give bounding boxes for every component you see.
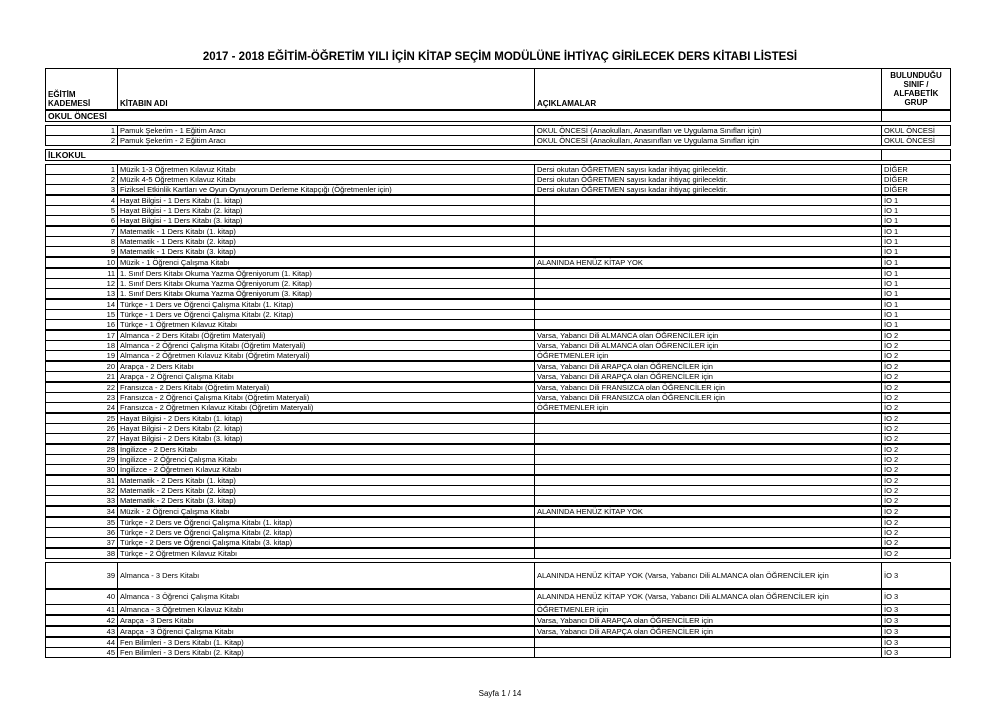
table-row [45, 257, 951, 268]
row-note: Varsa, Yabancı Dili ARAPÇA olan ÖĞRENCİLER için [535, 627, 882, 636]
row-note [535, 538, 882, 547]
row-note: Varsa, Yabancı Dili ARAPÇA olan ÖĞRENCİLER için [535, 616, 882, 625]
table-row [45, 626, 951, 637]
section-grade-cell [882, 111, 950, 121]
row-grade: İO 2 [884, 476, 899, 485]
row-grade: İO 2 [884, 393, 899, 402]
row-note [535, 237, 882, 246]
row-note: Varsa, Yabancı Dili ARAPÇA olan ÖĞRENCİLER için [535, 372, 882, 381]
row-number: 15 [46, 310, 118, 319]
row-number: 13 [46, 289, 118, 298]
book-name: Fransızca - 2 Öğrenci Çalışma Kitabı (Öğretim Materyali) [118, 393, 535, 402]
table-row [45, 464, 951, 475]
row-grade: İO 2 [884, 528, 899, 537]
row-note [535, 310, 882, 319]
row-note: Varsa, Yabancı Dili FRANSIZCA olan ÖĞRENCİLER için [535, 393, 882, 402]
table-row [45, 246, 951, 257]
row-note [535, 528, 882, 537]
book-name: Almanca - 3 Öğretmen Kılavuz Kitabı [118, 605, 535, 614]
table-row [45, 433, 951, 444]
book-name: Almanca - 2 Ders Kitabı (Öğretim Materyali) [118, 331, 535, 340]
book-name: Fransızca - 2 Ders Kitabı (Öğretim Materyali) [118, 383, 535, 392]
row-note: Varsa, Yabancı Dili ARAPÇA olan ÖĞRENCİLER için [535, 362, 882, 371]
row-grade: İO 1 [884, 289, 899, 298]
book-name: Fen Bilimleri - 3 Ders Kitabı (2. Kitap) [118, 648, 535, 657]
row-grade: İO 2 [884, 538, 899, 547]
book-name: Matematik - 1 Ders Kitabı (3. kitap) [118, 247, 535, 256]
row-note [535, 414, 882, 423]
row-grade: İO 2 [884, 434, 899, 443]
table-row [45, 485, 951, 496]
row-grade: İO 2 [884, 351, 899, 360]
row-number: 9 [46, 247, 118, 256]
row-number: 14 [46, 300, 118, 309]
row-note [535, 648, 882, 657]
book-name: Müzik - 2 Öğrenci Çalışma Kitabı [118, 507, 535, 516]
book-name: Müzik 4-5 Öğretmen Kılavuz Kitabı [118, 175, 535, 184]
row-note: ALANINDA HENÜZ KİTAP YOK [535, 507, 882, 516]
book-name: İngilizce - 2 Öğretmen Kılavuz Kitabı [118, 465, 535, 474]
row-number: 21 [46, 372, 118, 381]
row-note [535, 638, 882, 647]
table-row [45, 548, 951, 559]
book-name: Türkçe - 2 Öğretmen Kılavuz Kitabı [118, 549, 535, 558]
book-name: Matematik - 1 Ders Kitabı (2. kitap) [118, 237, 535, 246]
book-name: 1. Sınıf Ders Kitabı Okuma Yazma Öğreniyorum (3. Kitap) [118, 289, 535, 298]
table-row [45, 236, 951, 247]
table-row [45, 423, 951, 434]
row-note: ALANINDA HENÜZ KİTAP YOK (Varsa, Yabancı Dili ALMANCA olan ÖĞRENCİLER için [535, 563, 882, 588]
table-row [45, 215, 951, 226]
row-note [535, 247, 882, 256]
row-grade: DİĞER [884, 185, 908, 194]
book-name: Müzik - 1 Öğrenci Çalışma Kitabı [118, 258, 535, 267]
book-name: Pamuk Şekerim - 2 Eğitim Aracı [118, 136, 535, 145]
table-row [45, 330, 951, 341]
table-body [45, 110, 951, 658]
row-grade: İO 2 [884, 372, 899, 381]
row-grade: İO 3 [884, 627, 899, 636]
book-name: Matematik - 2 Ders Kitabı (2. kitap) [118, 486, 535, 495]
book-name: Türkçe - 2 Ders ve Öğrenci Çalışma Kitabı (1. kitap) [118, 518, 535, 527]
row-grade: İO 2 [884, 362, 899, 371]
row-number: 8 [46, 237, 118, 246]
book-name: İngilizce - 2 Ders Kitabı [118, 445, 535, 454]
row-note: OKUL ÖNCESİ (Anaokulları, Anasınıfları ve Uygulama Sınıfları için) [535, 126, 882, 135]
book-name: Arapça - 3 Öğrenci Çalışma Kitabı [118, 627, 535, 636]
row-note [535, 549, 882, 558]
section-header-row [45, 149, 951, 161]
row-number: 1 [46, 126, 118, 135]
row-number: 40 [46, 590, 118, 604]
row-number: 34 [46, 507, 118, 516]
table-row [45, 226, 951, 237]
row-grade: İO 1 [884, 310, 899, 319]
row-grade: İO 2 [884, 424, 899, 433]
table-row [45, 309, 951, 320]
table-row [45, 371, 951, 382]
row-grade: İO 2 [884, 507, 899, 516]
row-grade: İO 2 [884, 496, 899, 505]
row-number: 35 [46, 518, 118, 527]
row-note [535, 279, 882, 288]
book-name: Fransızca - 2 Öğretmen Kılavuz Kitabı (Öğretim Materyali) [118, 403, 535, 412]
row-number: 20 [46, 362, 118, 371]
book-name: Hayat Bilgisi - 2 Ders Kitabı (3. kitap) [118, 434, 535, 443]
row-number: 26 [46, 424, 118, 433]
row-grade: İO 2 [884, 403, 899, 412]
book-name: Matematik - 2 Ders Kitabı (1. kitap) [118, 476, 535, 485]
row-number: 3 [46, 185, 118, 194]
row-number: 11 [46, 269, 118, 278]
row-number: 36 [46, 528, 118, 537]
page-number: Sayfa 1 / 14 [478, 689, 522, 698]
book-name: Hayat Bilgisi - 1 Ders Kitabı (2. kitap) [118, 206, 535, 215]
row-number: 10 [46, 258, 118, 267]
table-row [45, 506, 951, 517]
row-note: ÖĞRETMENLER için [535, 605, 882, 614]
table-row [45, 340, 951, 351]
row-grade: İO 3 [884, 592, 899, 601]
section-header-row [45, 110, 951, 122]
row-number: 33 [46, 496, 118, 505]
table-row [45, 299, 951, 310]
book-name: İngilizce - 2 Öğrenci Çalışma Kitabı [118, 455, 535, 464]
row-grade: İO 2 [884, 455, 899, 464]
row-number: 12 [46, 279, 118, 288]
row-number: 5 [46, 206, 118, 215]
row-grade: DİĞER [884, 165, 908, 174]
row-number: 16 [46, 320, 118, 329]
book-name: Türkçe - 1 Ders ve Öğrenci Çalışma Kitabı (1. Kitap) [118, 300, 535, 309]
row-grade: OKUL ÖNCESİ [884, 126, 935, 135]
section-label: OKUL ÖNCESİ [46, 111, 882, 121]
row-number: 1 [46, 165, 118, 174]
row-note: Dersi okutan ÖĞRETMEN sayısı kadar ihtiyaç girilecektir. [535, 175, 882, 184]
row-note [535, 445, 882, 454]
row-number: 2 [46, 136, 118, 145]
header-aciklamalar: AÇIKLAMALAR [535, 69, 882, 109]
row-note: ALANINDA HENÜZ KİTAP YOK [535, 258, 882, 267]
book-name: Türkçe - 1 Ders ve Öğrenci Çalışma Kitabı (2. Kitap) [118, 310, 535, 319]
book-name: Almanca - 2 Öğretmen Kılavuz Kitabı (Öğretim Materyali) [118, 351, 535, 360]
row-number: 45 [46, 648, 118, 657]
row-grade: İO 2 [884, 518, 899, 527]
table-row [45, 475, 951, 486]
table-row [45, 268, 951, 279]
row-note [535, 465, 882, 474]
book-name: Matematik - 1 Ders Kitabı (1. kitap) [118, 227, 535, 236]
table-row [45, 637, 951, 648]
row-note [535, 206, 882, 215]
row-number: 31 [46, 476, 118, 485]
book-name: Hayat Bilgisi - 1 Ders Kitabı (1. kitap) [118, 196, 535, 205]
table-row [45, 174, 951, 185]
row-note: ÖĞRETMENLER için [535, 351, 882, 360]
row-number: 43 [46, 627, 118, 636]
row-note: OKUL ÖNCESİ (Anaokulları, Anasınıfları ve Uygulama Sınıfları için [535, 136, 882, 145]
page-title: 2017 - 2018 EĞİTİM-ÖĞRETİM YILI İÇİN KİTAP SEÇİM MODÜLÜNE İHTİYAÇ GİRİLECEK DERS KİTABI LİSTESİ [202, 51, 798, 63]
header-kitabin-adi: KİTABIN ADI [118, 69, 535, 109]
table-row [45, 615, 951, 626]
row-number: 24 [46, 403, 118, 412]
row-number: 23 [46, 393, 118, 402]
table-row [45, 647, 951, 658]
table-row [45, 164, 951, 175]
table-row [45, 350, 951, 361]
table-row [45, 495, 951, 506]
row-number: 30 [46, 465, 118, 474]
row-note [535, 496, 882, 505]
row-note [535, 227, 882, 236]
row-number: 28 [46, 445, 118, 454]
row-grade: İO 3 [884, 638, 899, 647]
row-grade: İO 2 [884, 414, 899, 423]
row-note: Varsa, Yabancı Dili ALMANCA olan ÖĞRENCİLER için [535, 331, 882, 340]
book-name: Matematik - 2 Ders Kitabı (3. kitap) [118, 496, 535, 505]
book-name: 1. Sınıf Ders Kitabı Okuma Yazma Öğreniyorum (1. Kitap) [118, 269, 535, 278]
row-number: 25 [46, 414, 118, 423]
row-note [535, 476, 882, 485]
book-name: Almanca - 3 Öğrenci Çalışma Kitabı [118, 590, 535, 604]
row-grade: İO 3 [884, 570, 899, 580]
row-number: 42 [46, 616, 118, 625]
book-name: Arapça - 2 Öğrenci Çalışma Kitabı [118, 372, 535, 381]
book-name: Müzik 1-3 Öğretmen Kılavuz Kitabı [118, 165, 535, 174]
table-row [45, 288, 951, 299]
row-number: 19 [46, 351, 118, 360]
row-grade: İO 3 [884, 616, 899, 625]
table-row [45, 278, 951, 289]
row-grade: DİĞER [884, 175, 908, 184]
row-number: 39 [46, 563, 118, 588]
row-note: ALANINDA HENÜZ KİTAP YOK (Varsa, Yabancı Dili ALMANCA olan ÖĞRENCİLER için [535, 590, 882, 604]
row-note [535, 455, 882, 464]
table-header-row [45, 68, 951, 110]
row-note [535, 300, 882, 309]
table-row [45, 604, 951, 615]
row-note [535, 269, 882, 278]
table-row [45, 562, 951, 589]
row-grade: İO 2 [884, 486, 899, 495]
row-note: Varsa, Yabancı Dili FRANSIZCA olan ÖĞRENCİLER için [535, 383, 882, 392]
table-row [45, 537, 951, 548]
row-note: Dersi okutan ÖĞRETMEN sayısı kadar ihtiyaç girilecektir. [535, 185, 882, 194]
book-name: Türkçe - 2 Ders ve Öğrenci Çalışma Kitabı (2. kitap) [118, 528, 535, 537]
row-note [535, 434, 882, 443]
table-row [45, 527, 951, 538]
book-name: Hayat Bilgisi - 2 Ders Kitabı (1. kitap) [118, 414, 535, 423]
table-row [45, 382, 951, 393]
row-number: 29 [46, 455, 118, 464]
book-name: Hayat Bilgisi - 2 Ders Kitabı (2. kitap) [118, 424, 535, 433]
row-note [535, 320, 882, 329]
row-note: ÖĞRETMENLER için [535, 403, 882, 412]
row-note [535, 216, 882, 225]
row-note [535, 289, 882, 298]
row-number: 37 [46, 538, 118, 547]
header-bulundugu-sinif-grup: BULUNDUĞU SINIF / ALFABETİK GRUP [890, 71, 942, 107]
row-note: Varsa, Yabancı Dili ALMANCA olan ÖĞRENCİLER için [535, 341, 882, 350]
book-list-table [45, 68, 951, 658]
row-note [535, 518, 882, 527]
table-row [45, 205, 951, 216]
row-grade: İO 3 [884, 605, 899, 614]
table-row [45, 413, 951, 424]
header-egitim-kademesi: EĞİTİM KADEMESİ [46, 69, 118, 109]
row-grade: İO 3 [884, 648, 899, 657]
row-grade: İO 1 [884, 227, 899, 236]
book-name: Fen Bilimleri - 3 Ders Kitabı (1. Kitap) [118, 638, 535, 647]
row-grade: İO 2 [884, 331, 899, 340]
row-number: 2 [46, 175, 118, 184]
book-name: Arapça - 3 Ders Kitabı [118, 616, 535, 625]
row-number: 17 [46, 331, 118, 340]
table-row [45, 184, 951, 195]
book-name: Hayat Bilgisi - 1 Ders Kitabı (3. kitap) [118, 216, 535, 225]
table-row [45, 444, 951, 455]
row-grade: İO 1 [884, 216, 899, 225]
book-name: Arapça - 2 Ders Kitabı [118, 362, 535, 371]
section-label: İLKOKUL [46, 150, 882, 160]
row-number: 32 [46, 486, 118, 495]
row-grade: İO 1 [884, 237, 899, 246]
row-number: 6 [46, 216, 118, 225]
row-number: 27 [46, 434, 118, 443]
row-number: 38 [46, 549, 118, 558]
row-grade: İO 2 [884, 445, 899, 454]
row-grade: İO 2 [884, 465, 899, 474]
table-row [45, 517, 951, 528]
row-grade: İO 1 [884, 300, 899, 309]
book-name: Pamuk Şekerim - 1 Eğitim Aracı [118, 126, 535, 135]
row-grade: İO 2 [884, 549, 899, 558]
table-row [45, 589, 951, 605]
book-name: Türkçe - 2 Ders ve Öğrenci Çalışma Kitabı (3. kitap) [118, 538, 535, 547]
table-row [45, 361, 951, 372]
row-grade: İO 1 [884, 279, 899, 288]
row-grade: OKUL ÖNCESİ [884, 136, 935, 145]
row-grade: İO 1 [884, 196, 899, 205]
table-row [45, 392, 951, 403]
row-note [535, 424, 882, 433]
book-name: Fiziksel Etkinlik Kartları ve Oyun Oynuyorum Derleme Kitapçığı (Öğretmenler için) [118, 185, 535, 194]
row-grade: İO 1 [884, 247, 899, 256]
row-note [535, 486, 882, 495]
book-name: 1. Sınıf Ders Kitabı Okuma Yazma Öğreniyorum (2. Kitap) [118, 279, 535, 288]
table-row [45, 319, 951, 330]
row-grade: İO 1 [884, 258, 899, 267]
row-number: 22 [46, 383, 118, 392]
row-grade: İO 1 [884, 206, 899, 215]
row-number: 7 [46, 227, 118, 236]
row-grade: İO 1 [884, 269, 899, 278]
row-note [535, 196, 882, 205]
section-grade-cell [882, 150, 950, 160]
book-name: Almanca - 3 Ders Kitabı [118, 563, 535, 588]
table-row [45, 125, 951, 136]
row-number: 4 [46, 196, 118, 205]
row-note: Dersi okutan ÖĞRETMEN sayısı kadar ihtiyaç girilecektir. [535, 165, 882, 174]
row-number: 41 [46, 605, 118, 614]
table-row [45, 454, 951, 465]
book-name: Türkçe - 1 Öğretmen Kılavuz Kitabı [118, 320, 535, 329]
table-row [45, 195, 951, 206]
row-number: 18 [46, 341, 118, 350]
book-name: Almanca - 2 Öğrenci Çalışma Kitabı (Öğretim Materyali) [118, 341, 535, 350]
table-row [45, 402, 951, 413]
row-number: 44 [46, 638, 118, 647]
table-row [45, 135, 951, 146]
row-grade: İO 2 [884, 383, 899, 392]
row-grade: İO 2 [884, 341, 899, 350]
row-grade: İO 1 [884, 320, 899, 329]
